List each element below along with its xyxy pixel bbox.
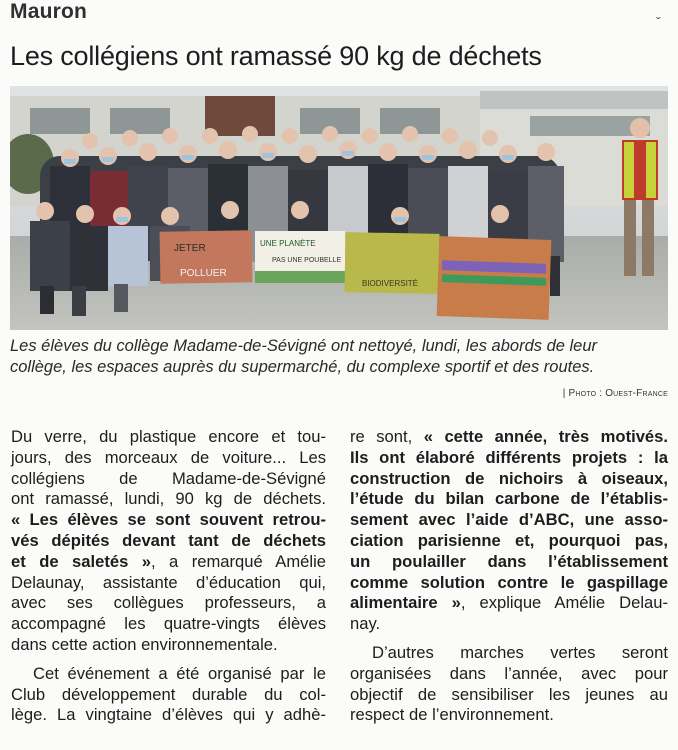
section-label: Mauron xyxy=(10,0,88,23)
text-line: collégiens de Madame-de-Sévigné xyxy=(11,468,326,488)
text-line: et de saletés », a remarqué Amélie xyxy=(11,551,326,571)
sign-3 xyxy=(344,232,439,294)
svg-text:PAS UNE POUBELLE: PAS UNE POUBELLE xyxy=(272,257,342,264)
photo-caption xyxy=(10,336,670,378)
text-line: accompagné les quatre-vingts élèves xyxy=(11,614,326,634)
text-line: objectif de sensibiliser les jeunes au xyxy=(350,684,668,704)
text-line: lège. La vingtaine d’élèves qui y adhè- xyxy=(11,705,326,725)
text-line: nay. xyxy=(350,614,381,634)
text-line: Du verre, du plastique encore et tou- xyxy=(11,427,326,446)
caption-line-2: collège, les espaces auprès du supermarché, du complexe sportif et des routes. xyxy=(10,358,595,376)
sign-3-text: BIODIVERSITÉ xyxy=(362,279,419,288)
headline: Les collégiens ont ramassé 90 kg de déchets xyxy=(10,41,542,71)
text-line: organisées dans l’année, avec pour xyxy=(350,663,668,683)
text-line: respect de l’environnement. xyxy=(350,705,554,725)
sign-4 xyxy=(437,236,552,320)
text-line: dans cette action environnementale. xyxy=(11,634,278,654)
text-line: sement avec l’aide d’ABC, une asso- xyxy=(350,510,668,530)
text-line: Cet événement a été organisé par le xyxy=(33,663,326,683)
sign-1 xyxy=(160,230,253,284)
text-line: construction de nichoirs à oiseaux, xyxy=(350,468,668,488)
text-line: re sont, « cette année, très motivés. xyxy=(350,427,668,446)
text-line: comme solution contre le gaspillage xyxy=(350,572,668,592)
text-line: un poulailler dans l’établissement xyxy=(350,551,668,571)
text-line: Delaunay, assistante d’éducation qui, xyxy=(11,572,326,592)
text-line: ciation parisienne et, pourquoi pas, xyxy=(350,530,668,550)
text-line: Club développement durable du col- xyxy=(11,684,326,704)
text-line: « Les élèves se sont souvent retrou- xyxy=(11,510,326,530)
caption-line-1: Les élèves du collège Madame-de-Sévigné ont nettoyé, lundi, les abords de leur xyxy=(10,337,598,355)
group-photo-illustration xyxy=(10,86,668,330)
text-line: l’étude du bilan carbone de l’établis- xyxy=(350,489,668,509)
text-line: D’autres marches vertes seront xyxy=(372,642,668,662)
svg-text:POLLUER: POLLUER xyxy=(180,268,227,279)
sign-2 xyxy=(255,231,345,283)
text-line: vés dépités devant tant de déchets xyxy=(11,530,326,550)
text-line: ont ramassé, lundi, 90 kg de déchets. xyxy=(11,489,326,509)
text-line: avec ses collègues professeurs, a xyxy=(11,593,326,613)
text-line: Ils ont élaboré différents projets : la xyxy=(350,447,668,467)
news-photo xyxy=(10,86,668,330)
text-line: alimentaire », explique Amélie Delau- xyxy=(350,593,668,613)
corner-mark: ˇ xyxy=(656,14,661,30)
sign-2-text: UNE PLANÈTE xyxy=(260,239,316,248)
article-column-2 xyxy=(350,427,668,726)
article-column-1 xyxy=(11,427,326,726)
sign-1-text: JETER xyxy=(174,243,206,254)
text-line: jours, des morceaux de voiture... Les xyxy=(11,447,326,467)
photo-credit: | Photo : Ouest-France xyxy=(562,388,668,399)
